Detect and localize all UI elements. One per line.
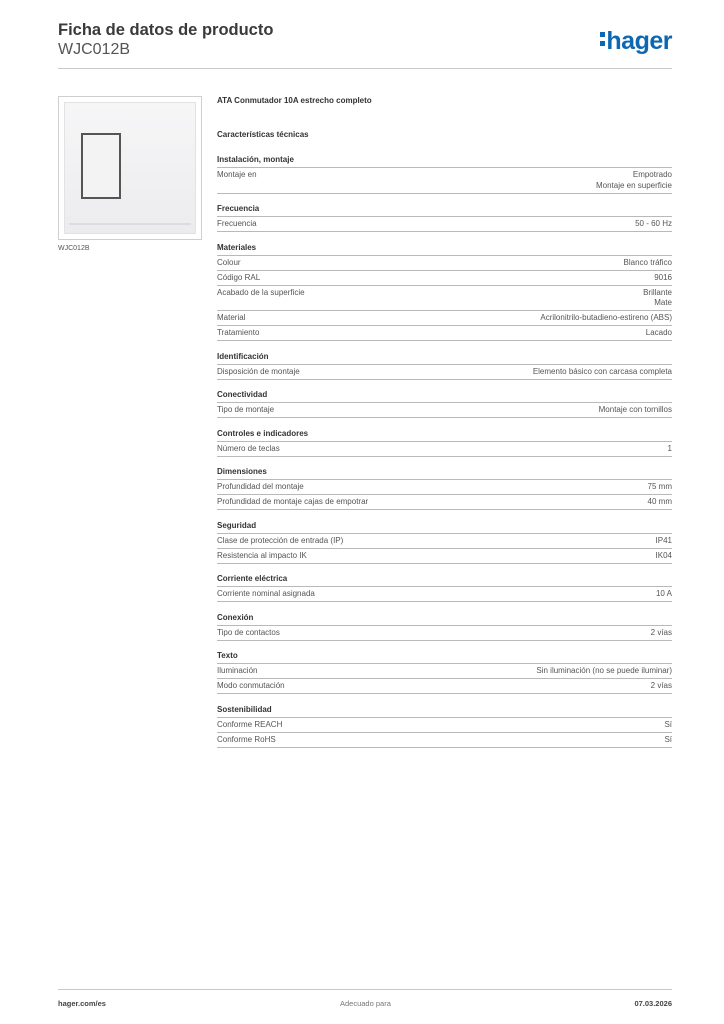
product-reference: WJC012B [58, 41, 131, 58]
spec-value [276, 735, 672, 746]
group-spacer [217, 694, 672, 705]
spec-row [217, 326, 672, 341]
group-spacer [217, 194, 672, 205]
logo-dots-icon [600, 32, 605, 46]
spec-row [217, 271, 672, 286]
spec-row [217, 626, 672, 641]
spec-value [259, 328, 672, 339]
spec-content [217, 96, 672, 748]
page-title: Ficha de datos de producto [58, 21, 274, 39]
spec-label: Código RAL [217, 272, 261, 282]
spec-row [217, 733, 672, 748]
spec-row [217, 679, 672, 694]
spec-label: Conforme REACH [217, 719, 283, 729]
spec-groups [217, 155, 672, 748]
spec-group-title: Dimensiones [217, 467, 672, 480]
spec-label: Tipo de montaje [217, 405, 275, 414]
spec-row [217, 286, 672, 312]
spec-value [300, 367, 672, 378]
product-image-caption: WJC012B [58, 245, 90, 252]
spec-value-line: Mate [654, 298, 672, 307]
spec-group-title: Controles e indicadores [217, 429, 672, 442]
spec-value-line: Empotrado [632, 170, 672, 179]
group-spacer [217, 457, 672, 468]
spec-row [217, 168, 672, 194]
spec-group [217, 651, 672, 694]
spec-value-line: Lacado [645, 328, 672, 337]
spec-value [245, 313, 672, 324]
spec-row [217, 256, 672, 271]
spec-value-line: 40 mm [647, 497, 672, 506]
spec-value-line: Sin iluminación (no se puede iluminar) [536, 666, 672, 675]
spec-label: Corriente nominal asignada [217, 589, 315, 598]
switch-rocker [81, 133, 121, 199]
spec-label: Colour [217, 257, 241, 267]
group-spacer [217, 418, 672, 429]
spec-value-line: 10 A [655, 589, 672, 598]
footer-website: hager.com/es [58, 999, 106, 1008]
spec-label: Iluminación [217, 666, 258, 675]
spec-group-title: Materiales [217, 243, 672, 256]
group-spacer [217, 232, 672, 243]
technical-characteristics-heading: Características técnicas [217, 130, 309, 139]
plate-bottom-edge [69, 223, 191, 225]
spec-value-line: Elemento básico con carcasa completa [532, 366, 672, 376]
spec-row [217, 403, 672, 418]
spec-group-title: Frecuencia [217, 204, 672, 217]
group-spacer [217, 341, 672, 352]
spec-value-line: Blanco tráfico [623, 257, 672, 267]
spec-group-title: Instalación, montaje [217, 155, 672, 168]
spec-value [257, 666, 672, 677]
spec-row [217, 311, 672, 326]
spec-value-line: Montaje en superficie [595, 180, 672, 190]
spec-group [217, 429, 672, 457]
spec-group [217, 155, 672, 194]
spec-row [217, 587, 672, 602]
group-spacer [217, 510, 672, 521]
spec-value-line: Sí [664, 719, 672, 729]
spec-value [343, 536, 672, 547]
spec-label: Modo conmutación [217, 681, 285, 690]
spec-row [217, 664, 672, 679]
spec-value-line: Acrilonitrilo-butadieno-estireno (ABS) [540, 313, 672, 322]
spec-group-title: Sostenibilidad [217, 705, 672, 718]
spec-value [257, 170, 672, 191]
spec-group-title: Identificación [217, 352, 672, 365]
spec-label: Número de teclas [217, 443, 280, 453]
spec-row [217, 480, 672, 495]
footer-date: 07.03.2026 [634, 999, 672, 1008]
spec-label: Disposición de montaje [217, 366, 300, 376]
spec-value [280, 444, 672, 455]
spec-row [217, 718, 672, 733]
spec-group-title: Conectividad [217, 390, 672, 403]
product-image [58, 96, 202, 240]
product-name: ATA Conmutador 10A estrecho completo [217, 96, 372, 105]
spec-group [217, 613, 672, 641]
spec-value-line: Brillante [643, 287, 672, 297]
spec-label: Resistencia al impacto IK [217, 550, 307, 560]
spec-label: Frecuencia [217, 219, 257, 228]
footer-suitable-for: Adecuado para [340, 999, 391, 1008]
group-spacer [217, 641, 672, 652]
spec-row [217, 442, 672, 457]
spec-group [217, 390, 672, 418]
spec-group-title: Texto [217, 651, 672, 664]
spec-group [217, 352, 672, 380]
spec-group [217, 574, 672, 602]
spec-group [217, 521, 672, 564]
spec-value-line: 75 mm [647, 482, 672, 491]
spec-value [305, 288, 672, 309]
spec-value-line: Sí [664, 734, 672, 744]
spec-label: Clase de protección de entrada (IP) [217, 535, 344, 545]
spec-group-title: Seguridad [217, 521, 672, 534]
spec-row [217, 217, 672, 232]
spec-label: Tipo de contactos [217, 627, 280, 637]
spec-group [217, 705, 672, 748]
spec-row [217, 534, 672, 549]
page-header [58, 20, 672, 69]
group-spacer [217, 602, 672, 613]
spec-value [307, 551, 672, 562]
spec-row [217, 365, 672, 380]
logo-text: hager [606, 27, 672, 55]
spec-value-line: 2 vías [650, 627, 672, 637]
spec-group-title: Corriente eléctrica [217, 574, 672, 587]
page-footer [58, 989, 672, 1013]
spec-row [217, 549, 672, 564]
spec-group [217, 243, 672, 342]
spec-value-line: IK04 [655, 550, 672, 560]
spec-value [285, 681, 672, 692]
spec-value-line: Montaje con tornillos [598, 405, 672, 414]
spec-value [260, 273, 672, 284]
group-spacer [217, 380, 672, 391]
spec-value [280, 628, 672, 639]
spec-value [241, 258, 672, 269]
spec-label: Material [217, 313, 246, 322]
spec-value [257, 219, 672, 230]
spec-label: Profundidad de montaje cajas de empotrar [217, 497, 369, 506]
spec-group-title: Conexión [217, 613, 672, 626]
spec-label: Conforme RoHS [217, 734, 276, 744]
spec-label: Tratamiento [217, 328, 260, 337]
switch-plate-image [64, 102, 196, 234]
spec-group [217, 204, 672, 232]
spec-group [217, 467, 672, 510]
spec-label: Acabado de la superficie [217, 287, 305, 297]
spec-value [274, 405, 672, 416]
spec-label: Profundidad del montaje [217, 482, 304, 491]
spec-value-line: 9016 [654, 272, 672, 282]
spec-value-line: 1 [667, 443, 672, 453]
spec-value [304, 482, 672, 493]
spec-value-line: 2 vías [650, 681, 672, 690]
spec-value [282, 720, 672, 731]
spec-value-line: IP41 [655, 535, 672, 545]
spec-value [368, 497, 672, 508]
spec-label: Montaje en [217, 170, 257, 179]
spec-row [217, 495, 672, 510]
spec-value [315, 589, 672, 600]
group-spacer [217, 564, 672, 575]
hager-logo [600, 27, 672, 55]
spec-value-line: 50 - 60 Hz [635, 219, 672, 228]
